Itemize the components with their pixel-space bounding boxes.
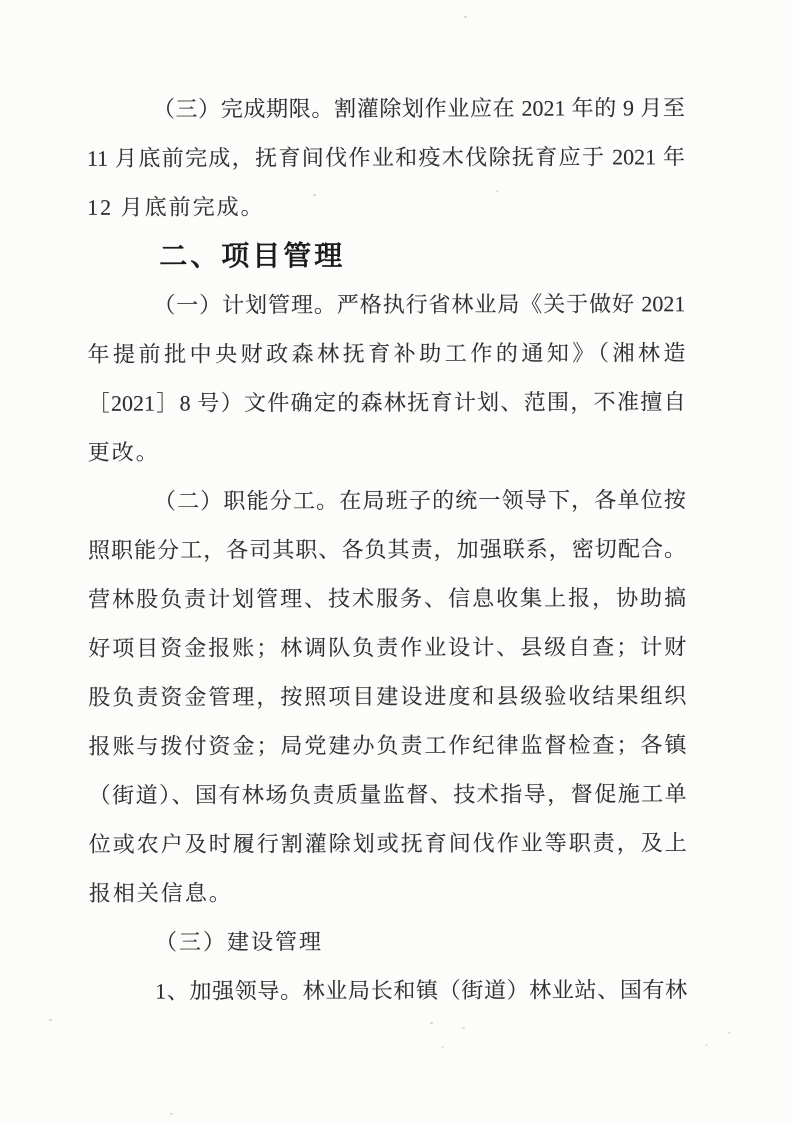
text-line: 11 月底前完成，抚育间伐作业和疫木伐除抚育应于 2021 年 bbox=[86, 144, 686, 171]
document-text-block bbox=[87, 83, 687, 1016]
text-line: 股负责资金管理，按照项目建设进度和县级验收结果组织 bbox=[88, 683, 687, 710]
scan-noise-speck bbox=[49, 1019, 52, 1021]
text-line: （街道）、国有林场负责质量监督、技术指导，督促施工单 bbox=[88, 781, 687, 808]
text-line: ［2021］8 号）文件确定的森林抚育计划、范围，不准擅自 bbox=[87, 389, 686, 416]
text-line: 好项目资金报账；林调队负责作业设计、县级自查；计财 bbox=[88, 634, 687, 661]
scan-noise-speck bbox=[430, 1022, 433, 1024]
text-line: （三）完成期限。割灌除划作业应在 2021 年的 9 月至 bbox=[152, 95, 685, 122]
text-line: 年提前批中央财政森林抚育补助工作的通知》（湘林造 bbox=[87, 340, 686, 367]
scan-noise-speck bbox=[441, 1046, 444, 1048]
text-line: 报相关信息。 bbox=[88, 880, 233, 906]
section-heading: 二、项目管理 bbox=[159, 239, 346, 273]
scan-noise-speck bbox=[496, 190, 499, 192]
text-line: 报账与拨付资金；局党建办负责工作纪律监督检查；各镇 bbox=[88, 732, 687, 759]
text-line: 12 月底前完成。 bbox=[87, 194, 265, 220]
text-line: 更改。 bbox=[87, 439, 160, 465]
text-line: （二）职能分工。在局班子的统一领导下，各单位按 bbox=[153, 487, 686, 514]
subsection-heading-line: （三）建设管理 bbox=[154, 929, 324, 955]
text-line: 照职能分工，各司其职、各负其责，加强联系，密切配合。 bbox=[87, 536, 687, 563]
scan-noise-speck bbox=[170, 1113, 173, 1115]
text-line: （一）计划管理。严格执行省林业局《关于做好 2021 bbox=[153, 291, 686, 318]
scan-noise-speck bbox=[728, 1032, 731, 1034]
text-line: 营林股负责计划管理、技术服务、信息收集上报，协助搞 bbox=[88, 585, 687, 612]
text-line: 位或农户及时履行割灌除划或抚育间伐作业等职责，及上 bbox=[88, 830, 687, 857]
text-line: 1、加强领导。林业局长和镇（街道）林业站、国有林 bbox=[155, 977, 688, 1004]
scan-noise-speck bbox=[464, 16, 467, 18]
scan-noise-speck bbox=[462, 1027, 465, 1029]
scan-noise-speck bbox=[313, 194, 316, 196]
scan-noise-speck bbox=[705, 1044, 708, 1046]
